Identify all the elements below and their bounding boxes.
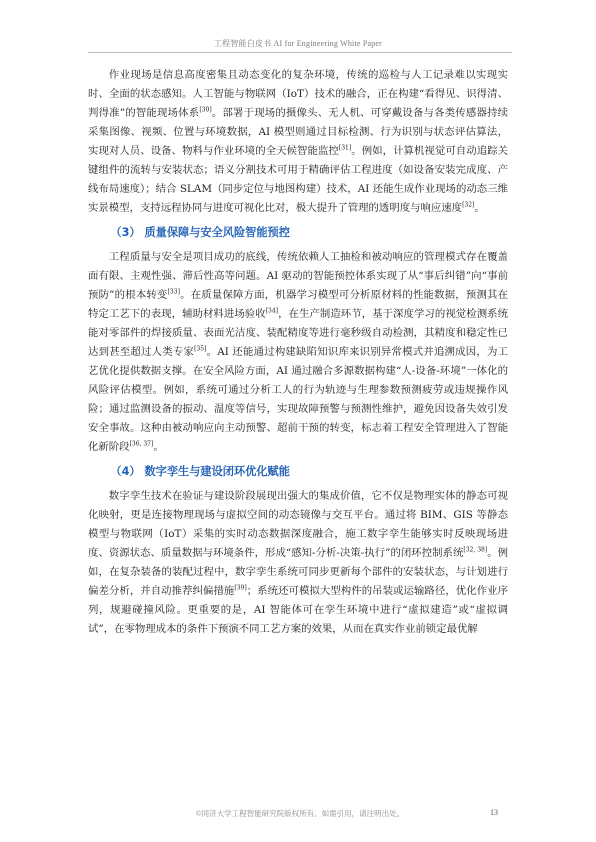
section-heading-quality-safety: （3） 质量保障与安全风险智能预控 [110,226,290,239]
page-content [88,66,508,639]
running-header: 工程智能白皮书 AI for Engineering White Paper [213,39,383,48]
copyright-notice: ©同济大学工程智能研究院版权所有。如需引用，请注明出处。 [195,809,405,818]
citation-reference: [39] [234,584,247,592]
citation-reference: [30] [199,106,212,114]
citation-reference: [31] [338,144,352,152]
paragraph-smart-site: 作业现场是信息高度密集且动态变化的复杂环境，传统的巡检与人工记录难以实现实时、全面的状态感知。人工智能与物联网（IoT）技术的融合，正在构建“看得见、识得清、判得准”的智能现场体系[30]。部署于现场的摄像头、无人机、可穿戴设备与各类传感器持续采集图像、视频、位置与环境数据，AI 模型则通过目标检测、行为识别与状态评估算法，实现对人员、设备、物料与作业环境的全天候智能监控[31]。例如，计算机视觉可自动追踪关键组件的流转与安装状态；语义分割技术可用于精确评估工程进度（如设备安装完成度、产线布局速度）；结合 SLAM（同步定位与地图构建）技术，AI 还能生成作业现场的动态三维实景模型，支持远程协同与进度可视化比对，极大提升了管理的透明度与响应速度[32]。 [88,69,509,214]
citation-reference: [32] [462,201,475,209]
page-number: 13 [490,808,498,817]
citation-reference: [35] [194,345,207,353]
header-divider [88,52,512,53]
citation-reference: [34] [265,307,279,315]
paragraph-digital-twin: 数字孪生技术在验证与建设阶段展现出强大的集成价值，它不仅是物理实体的静态可视化映射，更是连接物理现场与虚拟空间的动态镜像与交互平台。通过将 BIM、GIS 等静态模型与物联网（IoT）采集的实时动态数据深度融合，施工数字孪生能够实时反映现场进度、资源状态、质量数据与环境条件，形成“感知-分析-决策-执行”的闭环控制系统[32, 38]。例如，在复杂装备的装配过程中，数字孪生系统可同步更新每个部件的安装状态，与计划进行偏差分析，并自动推荐纠偏措施[39]；系统还可模拟大型构件的吊装或运输路径，优化作业序列，规避碰撞风险。更重要的是，AI 智能体可在孪生环境中进行“虚拟建造”或“虚拟调试”，在零物理成本的条件下预演不同工艺方案的效果，从而在真实作业前锁定最优解 [88,490,509,635]
citation-reference: [36, 37] [129,440,154,448]
section-heading-digital-twin: （4） 数字孪生与建设闭环优化赋能 [110,465,290,478]
paragraph-quality-safety: 工程质量与安全是项目成功的底线，传统依赖人工抽检和被动响应的管理模式存在覆盖面有限、主观性强、滞后性高等问题。AI 驱动的智能预控体系实现了从“事后纠错”向“事前预防”的根本转变[33]。在质量保障方面，机器学习模型可分析原材料的性能数据，预测其在特定工艺下的表现，辅助材料进场验收[34]，在生产制造环节，基于深度学习的视觉检测系统能对零部件的焊接质量、表面光洁度、装配精度等进行毫秒级自动检测，其精度和稳定性已达到甚至超过人类专家[35]。AI 还能通过构建缺陷知识库来识别异常模式并追溯成因，为工艺优化提供数据支撑。在安全风险方面，AI 通过融合多源数据构建“人-设备-环境”一体化的风险评估模型。例如，系统可通过分析工人的行为轨迹与生理参数预测疲劳或违规操作风险；通过监测设备的振动、温度等信号，实现故障预警与预测性维护，避免因设备失效引发安全事故。这种由被动响应向主动预警、超前干预的转变，标志着工程安全管理进入了智能化新阶段[36, 37]。 [88,251,509,453]
citation-reference: [33] [167,288,180,296]
citation-reference: [32, 38] [463,546,488,554]
